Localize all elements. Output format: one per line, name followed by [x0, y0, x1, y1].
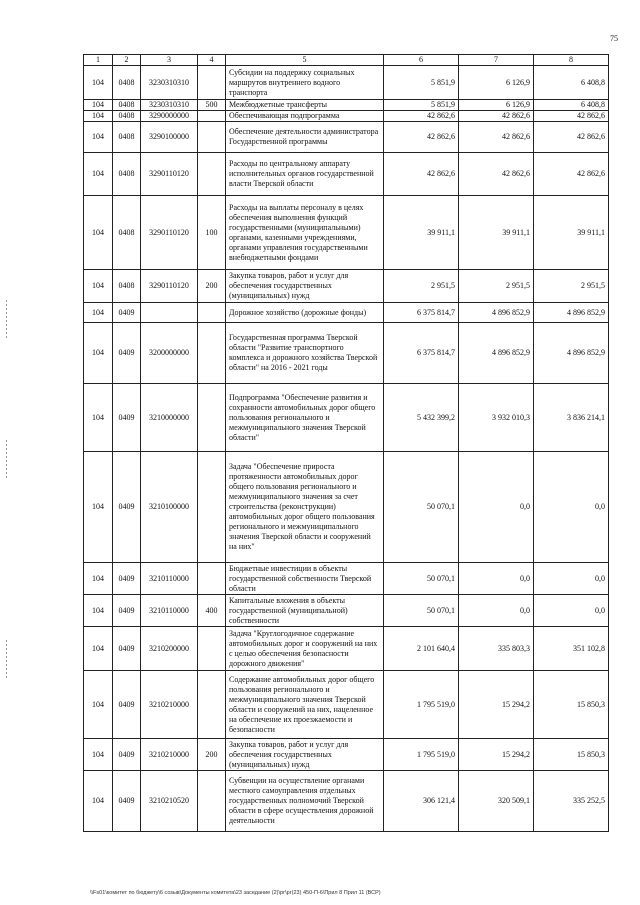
expense-type-cell — [198, 153, 226, 196]
description-cell: Задача "Круглогодичное содержание автомобильных дорог и сооружений на них с целью обеспечения безопасности дорожного движения" — [226, 627, 384, 671]
section-code-cell: 0409 — [113, 303, 141, 323]
amount-year2-cell: 6 126,9 — [459, 66, 534, 100]
column-header: 7 — [459, 55, 534, 66]
expense-type-cell — [198, 563, 226, 595]
section-code-cell: 0408 — [113, 196, 141, 270]
section-code-cell: 0409 — [113, 771, 141, 832]
amount-year1-cell: 50 070,1 — [384, 595, 459, 627]
amount-year2-cell: 39 911,1 — [459, 196, 534, 270]
target-article-cell — [141, 303, 198, 323]
section-code-cell: 0409 — [113, 563, 141, 595]
admin-code-cell: 104 — [84, 323, 113, 384]
admin-code-cell: 104 — [84, 671, 113, 739]
table-row — [84, 384, 609, 452]
footer-file-path: \\Fs01\комитет по бюджету\6 созыв\Документы комитета\23 заседание (2)\рг\рг(23) 450-П-6\Прил 8 Прил 11 (ВСР) — [90, 890, 381, 896]
target-article-cell: 3290110120 — [141, 196, 198, 270]
target-article-cell: 3210210000 — [141, 739, 198, 771]
column-header: 6 — [384, 55, 459, 66]
amount-year2-cell: 0,0 — [459, 452, 534, 563]
amount-year2-cell: 15 294,2 — [459, 671, 534, 739]
amount-year3-cell: 2 951,5 — [534, 270, 609, 303]
table-row — [84, 627, 609, 671]
expense-type-cell — [198, 671, 226, 739]
target-article-cell: 3290000000 — [141, 111, 198, 122]
target-article-cell: 3200000000 — [141, 323, 198, 384]
target-article-cell: 3210210520 — [141, 771, 198, 832]
expense-type-cell: 400 — [198, 595, 226, 627]
expense-type-cell: 500 — [198, 100, 226, 111]
admin-code-cell: 104 — [84, 627, 113, 671]
amount-year2-cell: 42 862,6 — [459, 153, 534, 196]
table-row — [84, 270, 609, 303]
amount-year2-cell: 0,0 — [459, 595, 534, 627]
admin-code-cell: 104 — [84, 452, 113, 563]
section-code-cell: 0409 — [113, 671, 141, 739]
table-row — [84, 196, 609, 270]
amount-year2-cell: 3 932 010,3 — [459, 384, 534, 452]
description-cell: Расходы по центральному аппарату исполнительных органов государственной власти Тверской области — [226, 153, 384, 196]
section-code-cell: 0408 — [113, 270, 141, 303]
amount-year3-cell: 15 850,3 — [534, 671, 609, 739]
description-cell: Обеспечивающая подпрограмма — [226, 111, 384, 122]
description-cell: Бюджетные инвестиции в объекты государственной собственности Тверской области — [226, 563, 384, 595]
expense-type-cell — [198, 111, 226, 122]
target-article-cell: 3290100000 — [141, 122, 198, 153]
target-article-cell: 3210110000 — [141, 563, 198, 595]
admin-code-cell: 104 — [84, 563, 113, 595]
expense-type-cell — [198, 66, 226, 100]
table-row — [84, 671, 609, 739]
amount-year3-cell: 0,0 — [534, 563, 609, 595]
admin-code-cell: 104 — [84, 384, 113, 452]
amount-year3-cell: 4 896 852,9 — [534, 303, 609, 323]
expense-type-cell: 100 — [198, 196, 226, 270]
amount-year3-cell: 335 252,5 — [534, 771, 609, 832]
column-header: 4 — [198, 55, 226, 66]
expense-type-cell — [198, 452, 226, 563]
description-cell: Расходы на выплаты персоналу в целях обеспечения выполнения функций государственными (муниципальными) органами, казенными учреждениями, органами управления государственными внебюджетными фондами — [226, 196, 384, 270]
admin-code-cell: 104 — [84, 122, 113, 153]
section-code-cell: 0409 — [113, 452, 141, 563]
amount-year1-cell: 50 070,1 — [384, 563, 459, 595]
table-row — [84, 323, 609, 384]
table-row — [84, 111, 609, 122]
admin-code-cell: 104 — [84, 153, 113, 196]
admin-code-cell: 104 — [84, 111, 113, 122]
column-header: 3 — [141, 55, 198, 66]
expense-type-cell — [198, 122, 226, 153]
target-article-cell: 3290110120 — [141, 153, 198, 196]
amount-year2-cell: 6 126,9 — [459, 100, 534, 111]
column-header: 2 — [113, 55, 141, 66]
amount-year3-cell: 0,0 — [534, 452, 609, 563]
amount-year3-cell: 42 862,6 — [534, 122, 609, 153]
amount-year3-cell: 6 408,8 — [534, 100, 609, 111]
admin-code-cell: 104 — [84, 196, 113, 270]
description-cell: Субсидии на поддержку социальных маршрутов внутреннего водного транспорта — [226, 66, 384, 100]
budget-table — [83, 54, 609, 832]
margin-tick-bottom — [6, 640, 7, 680]
amount-year1-cell: 5 851,9 — [384, 66, 459, 100]
amount-year3-cell: 42 862,6 — [534, 153, 609, 196]
amount-year1-cell: 5 851,9 — [384, 100, 459, 111]
table-row — [84, 303, 609, 323]
section-code-cell: 0408 — [113, 66, 141, 100]
description-cell: Обеспечение деятельности администратора Государственной программы — [226, 122, 384, 153]
description-cell: Задача "Обеспечение прироста протяженности автомобильных дорог общего пользования регионального и межмуниципального значения за счет строительства (реконструкции) автомобильных дорог общего пользования регионального и межмуниципального значения Тверской области и сооружений на них" — [226, 452, 384, 563]
table-row — [84, 66, 609, 100]
amount-year2-cell: 335 803,3 — [459, 627, 534, 671]
amount-year1-cell: 306 121,4 — [384, 771, 459, 832]
admin-code-cell: 104 — [84, 66, 113, 100]
page-number: 75 — [610, 34, 618, 43]
amount-year1-cell: 1 795 519,0 — [384, 671, 459, 739]
expense-type-cell — [198, 303, 226, 323]
expense-type-cell — [198, 771, 226, 832]
header-row — [84, 55, 609, 66]
target-article-cell: 3230310310 — [141, 66, 198, 100]
amount-year2-cell: 320 509,1 — [459, 771, 534, 832]
amount-year2-cell: 15 294,2 — [459, 739, 534, 771]
amount-year2-cell: 4 896 852,9 — [459, 323, 534, 384]
admin-code-cell: 104 — [84, 270, 113, 303]
amount-year1-cell: 42 862,6 — [384, 111, 459, 122]
amount-year3-cell: 3 836 214,1 — [534, 384, 609, 452]
section-code-cell: 0408 — [113, 122, 141, 153]
amount-year1-cell: 42 862,6 — [384, 122, 459, 153]
target-article-cell: 3210000000 — [141, 384, 198, 452]
amount-year1-cell: 39 911,1 — [384, 196, 459, 270]
amount-year3-cell: 0,0 — [534, 595, 609, 627]
admin-code-cell: 104 — [84, 100, 113, 111]
table-row — [84, 739, 609, 771]
expense-type-cell — [198, 627, 226, 671]
section-code-cell: 0409 — [113, 595, 141, 627]
description-cell: Субвенции на осуществление органами местного самоуправления отдельных государственных полномочий Тверской области в сфере осуществления дорожной деятельности — [226, 771, 384, 832]
table-row — [84, 452, 609, 563]
description-cell: Государственная программа Тверской области "Развитие транспортного комплекса и дорожного хозяйства Тверской области" на 2016 - 2021 годы — [226, 323, 384, 384]
description-cell: Межбюджетные трансферты — [226, 100, 384, 111]
amount-year1-cell: 2 101 640,4 — [384, 627, 459, 671]
amount-year1-cell: 42 862,6 — [384, 153, 459, 196]
amount-year1-cell: 1 795 519,0 — [384, 739, 459, 771]
column-header: 5 — [226, 55, 384, 66]
amount-year1-cell: 6 375 814,7 — [384, 323, 459, 384]
description-cell: Содержание автомобильных дорог общего пользования регионального и межмуниципального значения Тверской области и сооружений на них, нацеленное на обеспечение их проезжаемости и безопасности — [226, 671, 384, 739]
description-cell: Подпрограмма "Обеспечение развития и сохранности автомобильных дорог общего пользования регионального и межмуниципального значения Тверской области" — [226, 384, 384, 452]
admin-code-cell: 104 — [84, 303, 113, 323]
section-code-cell: 0409 — [113, 384, 141, 452]
target-article-cell: 3210100000 — [141, 452, 198, 563]
table-row — [84, 100, 609, 111]
table-row — [84, 122, 609, 153]
target-article-cell: 3230310310 — [141, 100, 198, 111]
table-row — [84, 771, 609, 832]
margin-tick-top — [6, 300, 7, 340]
description-cell: Дорожное хозяйство (дорожные фонды) — [226, 303, 384, 323]
margin-tick-middle — [6, 440, 7, 480]
expense-type-cell — [198, 384, 226, 452]
expense-type-cell — [198, 323, 226, 384]
amount-year3-cell: 15 850,3 — [534, 739, 609, 771]
section-code-cell: 0408 — [113, 100, 141, 111]
target-article-cell: 3210110000 — [141, 595, 198, 627]
section-code-cell: 0408 — [113, 111, 141, 122]
expense-type-cell: 200 — [198, 270, 226, 303]
description-cell: Закупка товаров, работ и услуг для обеспечения государственных (муниципальных) нужд — [226, 739, 384, 771]
amount-year2-cell: 4 896 852,9 — [459, 303, 534, 323]
amount-year3-cell: 6 408,8 — [534, 66, 609, 100]
amount-year2-cell: 42 862,6 — [459, 122, 534, 153]
amount-year3-cell: 39 911,1 — [534, 196, 609, 270]
amount-year1-cell: 6 375 814,7 — [384, 303, 459, 323]
amount-year3-cell: 42 862,6 — [534, 111, 609, 122]
amount-year1-cell: 2 951,5 — [384, 270, 459, 303]
amount-year3-cell: 4 896 852,9 — [534, 323, 609, 384]
target-article-cell: 3210210000 — [141, 671, 198, 739]
amount-year3-cell: 351 102,8 — [534, 627, 609, 671]
description-cell: Закупка товаров, работ и услуг для обеспечения государственных (муниципальных) нужд — [226, 270, 384, 303]
amount-year1-cell: 5 432 399,2 — [384, 384, 459, 452]
table-row — [84, 563, 609, 595]
admin-code-cell: 104 — [84, 595, 113, 627]
column-header: 1 — [84, 55, 113, 66]
expense-type-cell: 200 — [198, 739, 226, 771]
amount-year2-cell: 42 862,6 — [459, 111, 534, 122]
section-code-cell: 0409 — [113, 739, 141, 771]
column-header: 8 — [534, 55, 609, 66]
admin-code-cell: 104 — [84, 739, 113, 771]
admin-code-cell: 104 — [84, 771, 113, 832]
table-row — [84, 595, 609, 627]
target-article-cell: 3210200000 — [141, 627, 198, 671]
section-code-cell: 0409 — [113, 627, 141, 671]
section-code-cell: 0408 — [113, 153, 141, 196]
description-cell: Капитальные вложения в объекты государственной (муниципальной) собственности — [226, 595, 384, 627]
amount-year2-cell: 2 951,5 — [459, 270, 534, 303]
table-row — [84, 153, 609, 196]
amount-year2-cell: 0,0 — [459, 563, 534, 595]
section-code-cell: 0409 — [113, 323, 141, 384]
amount-year1-cell: 50 070,1 — [384, 452, 459, 563]
target-article-cell: 3290110120 — [141, 270, 198, 303]
